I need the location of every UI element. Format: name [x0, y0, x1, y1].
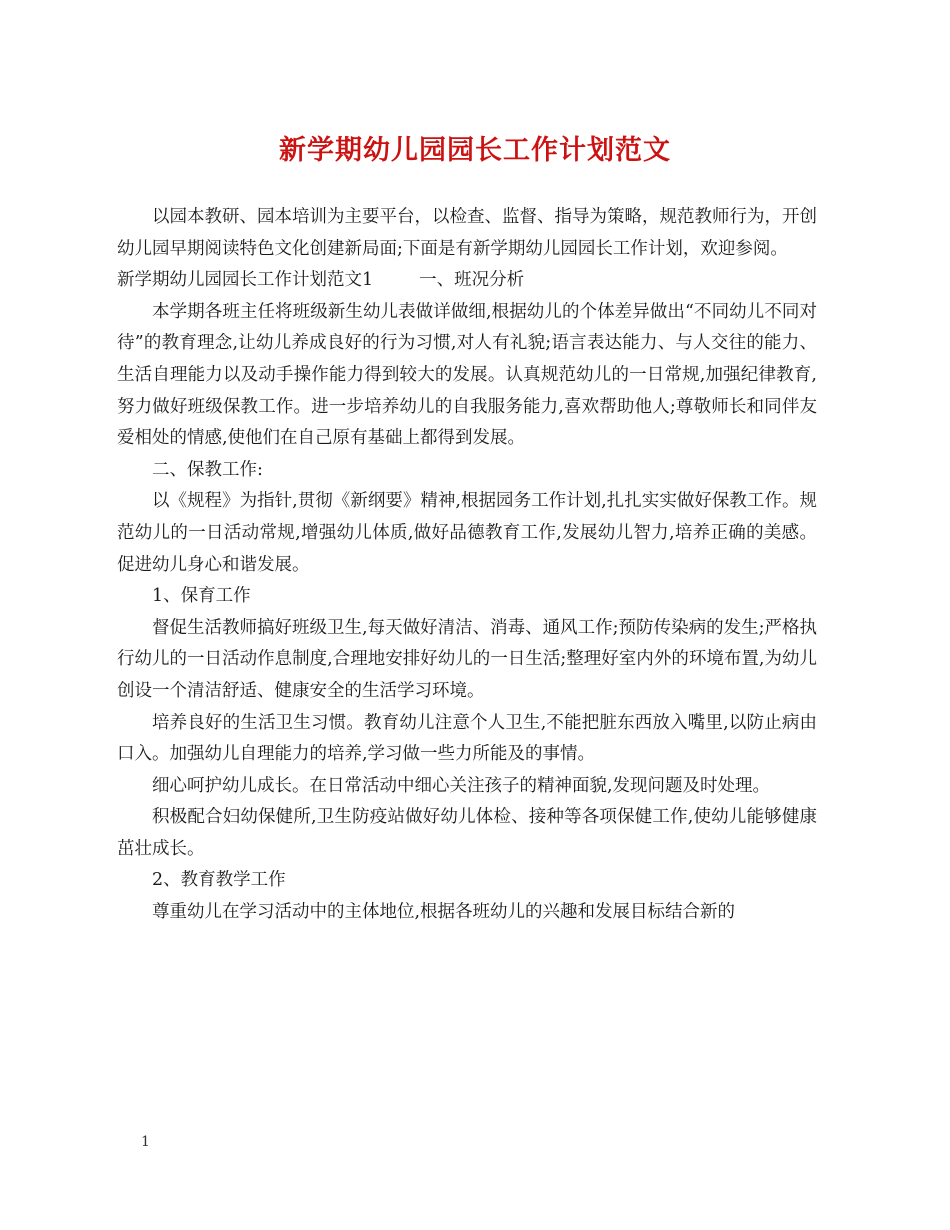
- heading-care-education: 二、保教工作:: [152, 459, 263, 480]
- paragraph-habits: 培养良好的生活卫生习惯。教育幼儿注意个人卫生,不能把脏东西放入嘴里,以防止病由口入。加强幼儿自理能力的培养,学习做一些力所能及的事情。: [117, 712, 817, 765]
- intro-paragraph: 以园本教研、园本培训为主要平台，以检查、监督、指导为策略，规范教师行为，开创幼儿园早期阅读特色文化创建新局面;下面是有新学期幼儿园园长工作计划，欢迎参阅。: [117, 207, 817, 259]
- paragraph-teaching: 尊重幼儿在学习活动中的主体地位,根据各班幼儿的兴趣和发展目标结合新的: [152, 902, 736, 923]
- paragraph-careful-care: 细心呵护幼儿成长。在日常活动中细心关注孩子的精神面貌,发现问题及时处理。: [152, 775, 771, 796]
- paragraph-health-cooperation: 积极配合妇幼保健所,卫生防疫站做好幼儿体检、接种等各项保健工作,使幼儿能够健康茁壮成长。: [117, 807, 817, 859]
- section-title: 新学期幼儿园园长工作计划范文1: [117, 270, 374, 291]
- section-heading-line: [117, 265, 817, 297]
- section-subheading: 一、班况分析: [419, 270, 525, 291]
- page-number: 1: [141, 1134, 150, 1150]
- heading-childcare: 1、保育工作: [152, 586, 251, 607]
- paragraph-class-analysis: 本学期各班主任将班级新生幼儿表做详做细,根据幼儿的个体差异做出“不同幼儿不同对待”的教育理念,让幼儿养成良好的行为习惯,对人有礼貌;语言表达能力、与人交往的能力、生活自理能力以及动手操作能力得到较大的发展。认真规范幼儿的一日常规,加强纪律教育,努力做好班级保教工作。进一步培养幼儿的自我服务能力,喜欢帮助他人;尊敬师长和同伴友爱相处的情感,使他们在自己原有基础上都得到发展。: [117, 301, 817, 449]
- paragraph-care-education: 以《规程》为指针,贯彻《新纲要》精神,根据园务工作计划,扎扎实实做好保教工作。规范幼儿的一日活动常规,增强幼儿体质,做好品德教育工作,发展幼儿智力,培养正确的美感。促进幼儿身心和谐发展。: [117, 491, 817, 575]
- heading-teaching: 2、教育教学工作: [152, 870, 286, 891]
- document-body: [117, 202, 817, 929]
- paragraph-hygiene-supervision: 督促生活教师搞好班级卫生,每天做好清洁、消毒、通风工作;预防传染病的发生;严格执行幼儿的一日活动作息制度,合理地安排好幼儿的一日生活;整理好室内外的环境布置,为幼儿创设一个清洁舒适、健康安全的生活学习环境。: [117, 617, 817, 701]
- document-title: 新学期幼儿园园长工作计划范文: [279, 135, 671, 166]
